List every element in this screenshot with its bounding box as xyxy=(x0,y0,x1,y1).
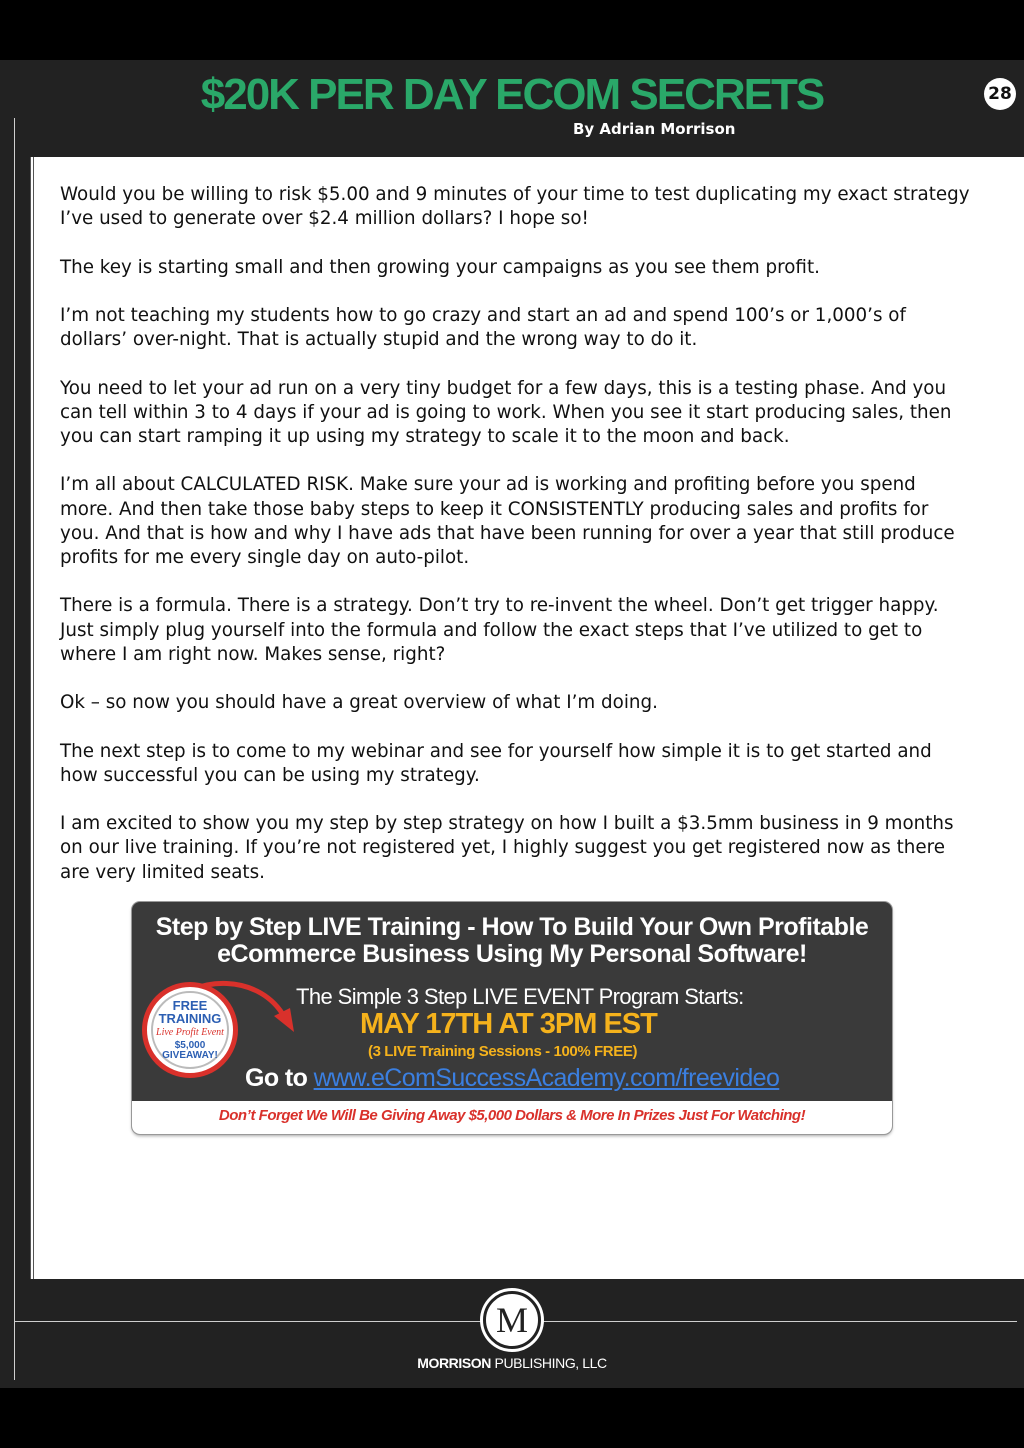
left-edge-rule xyxy=(14,118,15,1380)
goto-label: Go to xyxy=(245,1064,308,1092)
paragraph: There is a formula. There is a strategy. Don’t try to re-invent the wheel. Don’t get trigger happy. Just simply plug yourself into the formula and follow the exact steps that I’ve utilized to get to where I am right now. Makes sense, right? xyxy=(60,595,939,665)
paragraph: The next step is to come to my webinar and see for yourself how simple it is to get started and how successful you can be using my strategy. xyxy=(60,740,932,786)
free-training-badge xyxy=(142,982,238,1078)
book-author: By Adrian Morrison xyxy=(573,120,736,138)
publisher-name-strong: MORRISON xyxy=(417,1355,492,1371)
badge-giveaway-text: GIVEAWAY! xyxy=(162,1050,218,1061)
paragraph: I’m not teaching my students how to go crazy and start an ad and spend 100’s or 1,000’s of dollars’ over-night. That is actually stupid and the wrong way to do it. xyxy=(60,304,906,351)
paragraph: Would you be willing to risk $5.00 and 9 minutes of your time to test duplicating my exact strategy I’ve used to generate over $2.4 million dollars? I hope so! xyxy=(60,184,970,230)
badge-amount-text: $5,000 xyxy=(174,1040,206,1051)
page-number: 28 xyxy=(984,78,1016,110)
badge-event-text: Live Profit Event xyxy=(156,1027,224,1038)
paragraph: You need to let your ad run on a very tiny budget for a few days, this is a testing phase. And you can tell within 3 to 4 days if your ad is going to work. When you see it start producing sales, then you can start ramping it up using my strategy to scale it to the moon and back. xyxy=(60,377,952,447)
logo-letter: M xyxy=(495,1300,528,1340)
book-title: $20K PER DAY ECOM SECRETS xyxy=(200,70,824,119)
webinar-promo-banner[interactable] xyxy=(132,902,892,1134)
webinar-link[interactable]: www.eComSuccessAcademy.com/freevideo xyxy=(313,1064,780,1092)
promo-headline xyxy=(132,914,892,968)
page-header xyxy=(0,60,1024,158)
paragraph: I’m all about CALCULATED RISK. Make sure your ad is working and profiting before you spend more. And then take those baby steps to keep it CONSISTENTLY producing sales and profits for you. And that is how and why I have ads that have been running for over a year that still produce profits for me every single day on auto-pilot. xyxy=(60,474,955,568)
badge-free-text: FREE xyxy=(172,998,208,1013)
content-panel xyxy=(30,157,1024,1279)
paragraph: Ok – so now you should have a great overview of what I’m doing. xyxy=(60,692,658,714)
promo-intro: The Simple 3 Step LIVE EVENT Program Starts: xyxy=(296,984,744,1009)
promo-footer: Don’t Forget We Will Be Giving Away $5,000 Dollars & More In Prizes Just For Watching! xyxy=(132,1101,892,1134)
paragraph: The key is starting small and then growing your campaigns as you see them profit. xyxy=(60,256,820,278)
publisher-name xyxy=(0,1355,1024,1371)
promo-headline-line2: eCommerce Business Using My Personal Software! xyxy=(217,940,807,968)
publisher-name-rest: PUBLISHING, LLC xyxy=(491,1355,607,1371)
body-text xyxy=(60,183,970,909)
paragraph: I am excited to show you my step by step strategy on how I built a $3.5mm business in 9 months on our live training. If you’re not registered yet, I highly suggest you get registered now as there are very limited seats. xyxy=(60,813,954,883)
publisher-logo-icon xyxy=(483,1291,541,1349)
badge-training-text: TRAINING xyxy=(158,1011,222,1026)
promo-sessions: (3 LIVE Training Sessions - 100% FREE) xyxy=(368,1043,638,1060)
promo-date: MAY 17TH AT 3PM EST xyxy=(360,1008,657,1040)
promo-headline-line1: Step by Step LIVE Training - How To Build Your Own Profitable xyxy=(155,913,869,941)
page-frame xyxy=(0,60,1024,1388)
promo-goto xyxy=(245,1064,779,1093)
